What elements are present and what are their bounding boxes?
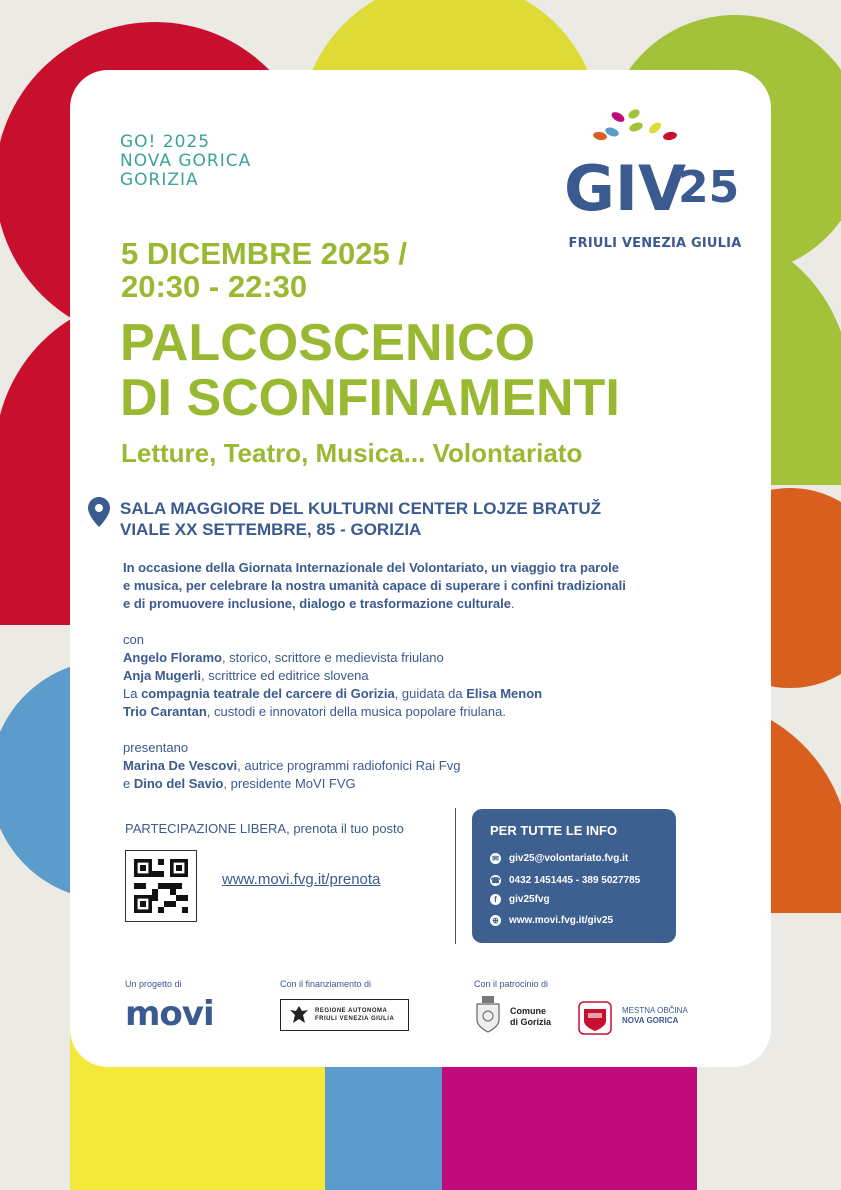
host-2: e Dino del Savio, presidente MoVI FVG	[123, 776, 356, 791]
info-box	[472, 809, 676, 943]
qr-code-icon	[134, 859, 188, 913]
participant-1: Angelo Floramo, storico, scrittore e medievista friulano	[123, 650, 444, 665]
description-line2: e musica, per celebrare la nostra umanità capace di superare i confini tradizionali	[123, 578, 626, 593]
event-subtitle: Letture, Teatro, Musica... Volontariato	[121, 438, 583, 468]
regione-fvg-logo	[280, 999, 409, 1031]
venue-name: SALA MAGGIORE DEL KULTURNI CENTER LOJZE BRATUŽ	[120, 499, 602, 518]
divider	[455, 808, 456, 944]
info-email-row[interactable]	[490, 853, 628, 864]
host-1: Marina De Vescovi, autrice programmi radiofonici Rai Fvg	[123, 758, 461, 773]
nova-gorica-text	[622, 1006, 688, 1026]
hosts-intro: presentano	[123, 740, 189, 755]
event-venue	[120, 498, 601, 540]
info-facebook: giv25fvg	[509, 894, 550, 905]
event-title	[120, 316, 620, 426]
ng-line2: NOVA GORICA	[622, 1016, 679, 1025]
info-phone-row[interactable]	[490, 875, 640, 886]
giv-letters: GIV	[564, 152, 686, 225]
time-line: 20:30 - 22:30	[121, 269, 308, 304]
facebook-icon: f	[490, 894, 501, 905]
info-web: www.movi.fvg.it/giv25	[509, 915, 614, 926]
email-icon: ✉	[490, 853, 501, 864]
title-line1: PALCOSCENICO	[120, 314, 536, 372]
gorizia-line2: di Gorizia	[510, 1017, 552, 1027]
info-phone: 0432 1451445 - 389 5027785	[509, 875, 641, 886]
phone-icon: ☎	[490, 876, 501, 885]
description-line3: e di promuovere inclusione, dialogo e trasformazione culturale.	[123, 596, 515, 611]
go-logo-line1: GO! 2025	[120, 132, 211, 152]
patronage-label: Con il patrocinio di	[474, 979, 549, 989]
info-web-row[interactable]	[490, 915, 613, 926]
info-facebook-row[interactable]	[490, 894, 550, 905]
regione-line2: FRIULI VENEZIA GIULIA	[315, 1016, 395, 1022]
regione-line1: REGIONE AUTONOMA	[315, 1008, 388, 1014]
ng-line1: MESTNA OBČINA	[622, 1006, 688, 1015]
info-email: giv25@volontariato.fvg.it	[509, 853, 629, 864]
booking-link[interactable]: www.movi.fvg.it/prenota	[222, 871, 381, 888]
gorizia-crest-icon	[474, 996, 502, 1034]
location-pin-icon	[88, 497, 110, 527]
gorizia-text	[510, 1006, 551, 1028]
participant-3: La compagnia teatrale del carcere di Gorizia, guidata da Elisa Menon	[123, 686, 543, 701]
giv-region-label: FRIULI VENEZIA GIULIA	[568, 236, 742, 251]
qr-code[interactable]	[125, 850, 197, 922]
venue-address: VIALE XX SETTEMBRE, 85 - GORIZIA	[120, 520, 422, 539]
gorizia-line1: Comune	[510, 1006, 546, 1016]
nova-gorica-crest-icon	[578, 1001, 612, 1035]
globe-icon: ⊕	[490, 915, 501, 926]
participants-intro: con	[123, 632, 144, 647]
event-date	[121, 237, 407, 303]
booking-text: PARTECIPAZIONE LIBERA, prenota il tuo posto	[125, 821, 404, 836]
movi-logo: movi	[125, 994, 214, 1034]
project-label: Un progetto di	[125, 979, 182, 989]
participant-2: Anja Mugerli, scrittrice ed editrice slovena	[123, 668, 369, 683]
go-logo-line3: GORIZIA	[120, 170, 199, 190]
eagle-icon	[289, 1004, 309, 1026]
giv-number: 25	[678, 162, 740, 213]
go2025-logo	[120, 133, 251, 190]
date-line1: 5 DICEMBRE 2025 /	[121, 236, 407, 271]
event-description	[123, 559, 683, 793]
title-line2: DI SCONFINAMENTI	[120, 369, 620, 427]
go-logo-line2: NOVA GORICA	[120, 151, 252, 171]
funding-label: Con il finanziamento di	[280, 979, 372, 989]
description-line1: In occasione della Giornata Internazionale del Volontariato, un viaggio tra parole	[123, 560, 620, 575]
participant-4: Trio Carantan, custodi e innovatori della musica popolare friulana.	[123, 704, 506, 719]
info-title: PER TUTTE LE INFO	[490, 823, 618, 838]
